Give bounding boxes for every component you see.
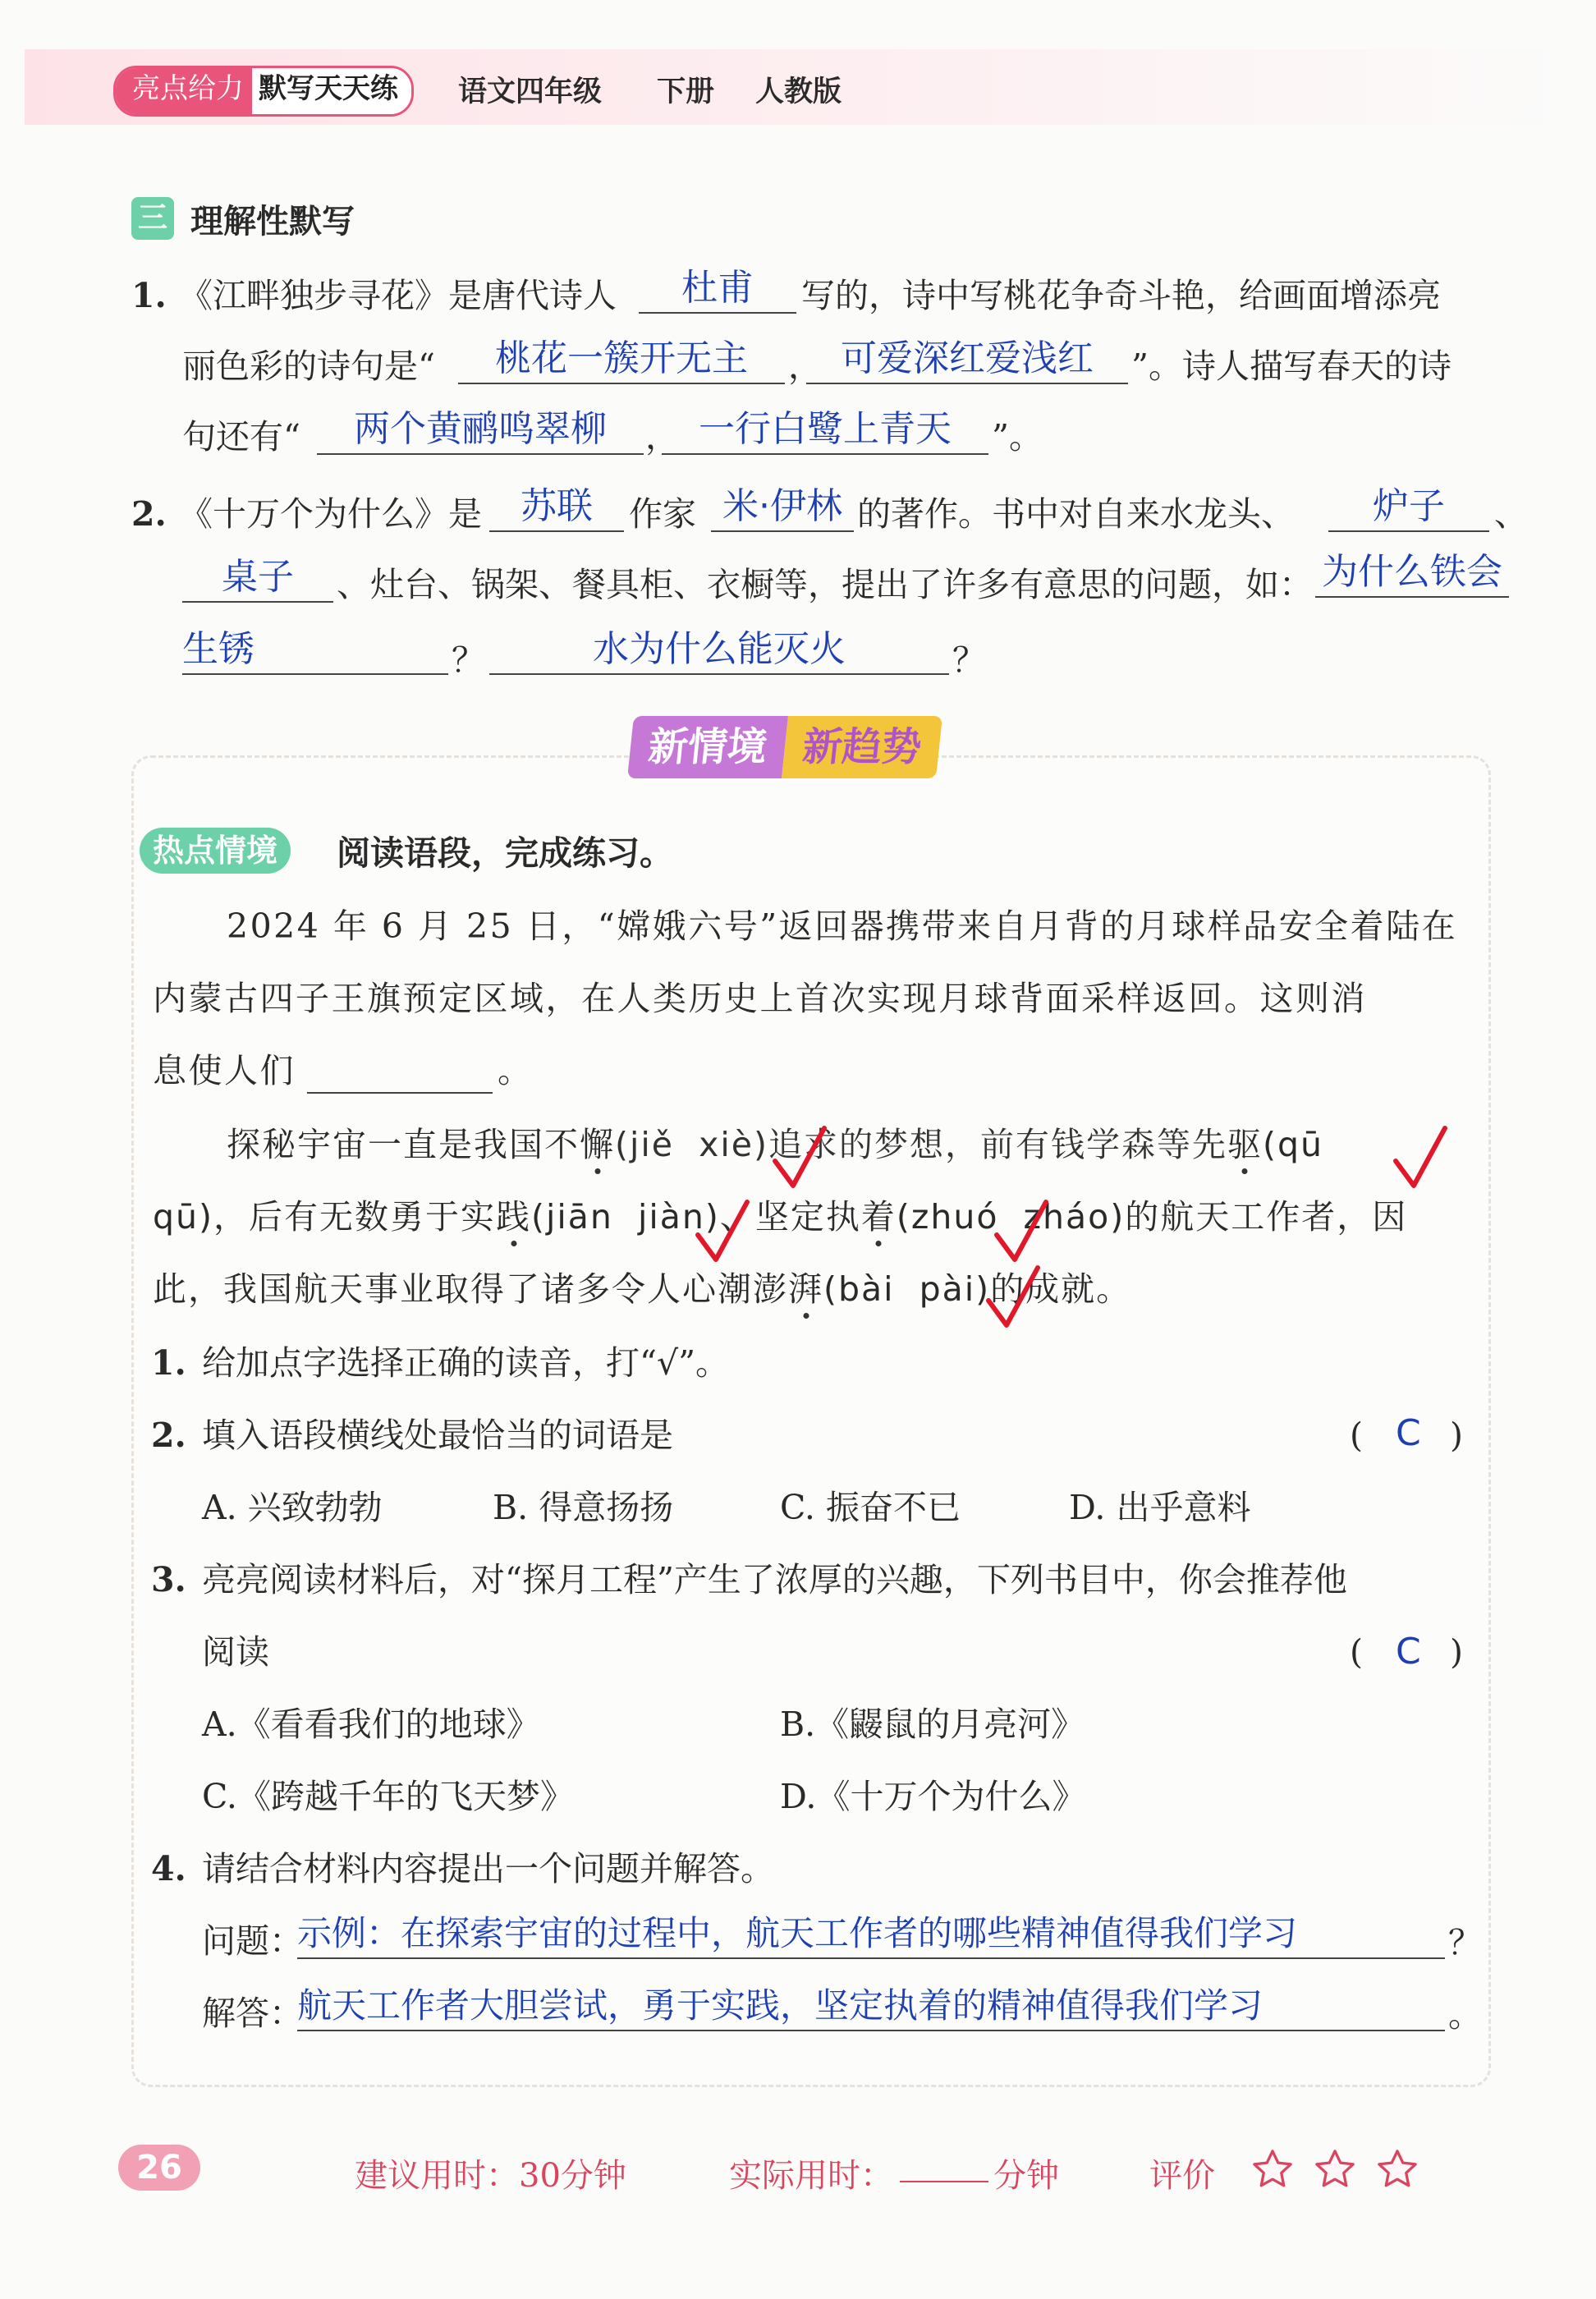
rq2-option-a: A. 兴致勃勃: [202, 1488, 383, 1527]
page-number: 26: [118, 2145, 200, 2191]
actual-time-label: 实际用时：: [729, 2157, 893, 2195]
rating-label: 评价: [1149, 2157, 1215, 2195]
reading-instruction: 阅读语段，完成练习。: [337, 833, 673, 873]
q1-answer-poet: 杜甫: [639, 264, 796, 314]
rq3-option-b: B.《鼹鼠的月亮河》: [780, 1705, 1085, 1744]
q2-text-2: 作家: [629, 494, 696, 534]
rq2-text: 填入语段横线处最恰当的词语是: [202, 1416, 673, 1455]
q2-text-5: 、灶台、锅架、餐具柜、衣橱等，提出了许多有意思的问题，如：: [337, 565, 1313, 604]
suggested-time: 建议用时：30分钟: [355, 2157, 626, 2195]
actual-time-unit: 分钟: [993, 2157, 1059, 2195]
passage-line-4: 探秘宇宙一直是我国不懈(jiě xiè)追求的梦想，前有钱学森等先驱(qū: [227, 1125, 1323, 1164]
q2-text-7: ？: [952, 640, 986, 680]
rq3-option-a: A.《看看我们的地球》: [202, 1705, 540, 1744]
header-volume: 下册: [657, 76, 715, 108]
rq4-question-answer: 示例：在探索宇宙的过程中，航天工作者的哪些精神值得我们学习: [297, 1910, 1445, 1959]
rq4-number: 4.: [151, 1849, 186, 1888]
q2-answer-question-2: 水为什么能灭火: [489, 626, 949, 675]
q1-text-5: ”。诗人描写春天的诗: [1131, 346, 1452, 386]
check-mark-icon: [695, 1199, 752, 1264]
passage-line-2: 内蒙古四子王旗预定区域，在人类历史上首次实现月球背面采样返回。这则消: [153, 979, 1367, 1018]
check-mark-icon: [1392, 1125, 1450, 1191]
check-mark-icon: [772, 1125, 829, 1191]
q1-text-6: 句还有“: [182, 417, 300, 457]
header-subject: 语文四年级: [458, 76, 603, 108]
q2-text-4: 、: [1494, 494, 1528, 534]
dotted-char-zhuo: 着: [860, 1197, 897, 1237]
rq3-number: 3.: [151, 1560, 186, 1599]
brand-badge: [113, 66, 414, 117]
q1-answer-line-3: 两个黄鹂鸣翠柳: [317, 406, 644, 455]
passage-blank: [307, 1046, 493, 1094]
section-badge: 三: [131, 197, 174, 240]
rq2-answer: C: [1396, 1412, 1421, 1454]
q2-answer-question-1b: 生锈: [182, 626, 448, 675]
q2-text-3: 的著作。书中对自来水龙头、: [857, 494, 1295, 534]
rq3-option-d: D.《十万个为什么》: [780, 1777, 1086, 1816]
rq4-answer-label: 解答：: [202, 1994, 303, 2033]
rq3-text-2: 阅读: [202, 1632, 269, 1672]
rq1-text: 给加点字选择正确的读音，打“√”。: [202, 1343, 730, 1383]
passage-line-1: 2024 年 6 月 25 日，“嫦娥六号”返回器携带来自月背的月球样品安全着陆在: [227, 906, 1458, 946]
section-title: 理解性默写: [190, 203, 355, 241]
star-icon: [1250, 2146, 1296, 2192]
rq3-answer: C: [1396, 1631, 1421, 1673]
dotted-char-qu: 驱: [1227, 1125, 1263, 1164]
q1-text-8: ”。: [992, 417, 1043, 457]
star-icon: [1374, 2146, 1420, 2192]
rq4-question-label: 问题：: [202, 1921, 303, 1961]
banner-right: 新趋势: [782, 716, 942, 778]
q1-answer-line-2: 可爱深红爱浅红: [806, 335, 1128, 384]
rq2-number: 2.: [151, 1416, 186, 1455]
q1-number: 1.: [131, 276, 167, 315]
q1-text-7: ，: [645, 417, 679, 457]
rq3-option-c: C.《跨越千年的飞天梦》: [202, 1777, 574, 1816]
dotted-char-xie: 懈: [580, 1125, 615, 1164]
actual-time-blank: [900, 2181, 988, 2182]
rq2-option-c: C. 振奋不已: [780, 1488, 961, 1527]
passage-line-3-end: 。: [498, 1051, 531, 1090]
q1-answer-line-1: 桃花一簇开无主: [458, 335, 785, 384]
passage-line-6: 此，我国航天事业取得了诸多令人心潮澎湃(bài pài)的成就。: [153, 1269, 1132, 1309]
brand-left: 亮点给力: [116, 68, 252, 114]
rq2-paren-left: (: [1350, 1416, 1363, 1455]
q2-answer-country: 苏联: [489, 483, 624, 532]
check-mark-icon: [985, 1264, 1043, 1330]
q1-text-1: 《江畔独步寻花》是唐代诗人: [179, 276, 617, 315]
rq3-paren-left: (: [1350, 1632, 1363, 1672]
trend-banner: [627, 716, 942, 778]
q2-number: 2.: [131, 494, 167, 534]
header-edition: 人教版: [755, 76, 842, 108]
q1-text-3: 丽色彩的诗句是“: [182, 346, 435, 386]
q2-answer-question-1a: 为什么铁会: [1315, 548, 1509, 598]
q1-text-4: ，: [788, 346, 822, 386]
dotted-char-jian: 践: [496, 1197, 532, 1237]
rq1-number: 1.: [151, 1343, 186, 1383]
q2-text-1: 《十万个为什么》是: [179, 494, 482, 534]
rq3-paren-right: ): [1450, 1632, 1463, 1672]
rq2-option-b: B. 得意扬扬: [493, 1488, 674, 1527]
q2-answer-author: 米·伊林: [711, 483, 854, 532]
rq4-text: 请结合材料内容提出一个问题并解答。: [202, 1849, 774, 1888]
rq4-answer-text: 航天工作者大胆尝试，勇于实践，坚定执着的精神值得我们学习: [297, 1982, 1445, 2031]
dotted-char-pai: 湃: [788, 1269, 823, 1309]
rq2-paren-right: ): [1450, 1416, 1463, 1455]
rq2-option-d: D. 出乎意料: [1069, 1488, 1251, 1527]
q1-answer-line-4: 一行白鹭上青天: [662, 406, 988, 455]
rq4-question-end: ？: [1448, 1923, 1482, 1962]
q2-answer-item-1: 炉子: [1328, 483, 1489, 532]
passage-line-3: 息使人们: [153, 1051, 296, 1090]
q2-answer-item-2: 桌子: [182, 553, 333, 603]
q1-text-2: 写的，诗中写桃花争奇斗艳，给画面增添亮: [801, 276, 1441, 315]
rq3-text-1: 亮亮阅读材料后，对“探月工程”产生了浓厚的兴趣，下列书目中，你会推荐他: [202, 1560, 1347, 1599]
brand-right: 默写天天练: [252, 68, 411, 114]
hot-topic-tag: 热点情境: [140, 828, 291, 874]
q2-text-6: ？: [452, 640, 485, 680]
banner-left: 新情境: [627, 716, 788, 778]
passage-line-5: qū)，后有无数勇于实践(jiān jiàn)、坚定执着(zhuó zháo)的航天工作者，因: [153, 1197, 1408, 1237]
check-mark-icon: [993, 1199, 1051, 1264]
star-icon: [1312, 2146, 1358, 2192]
rq4-answer-end: 。: [1448, 1995, 1482, 2035]
